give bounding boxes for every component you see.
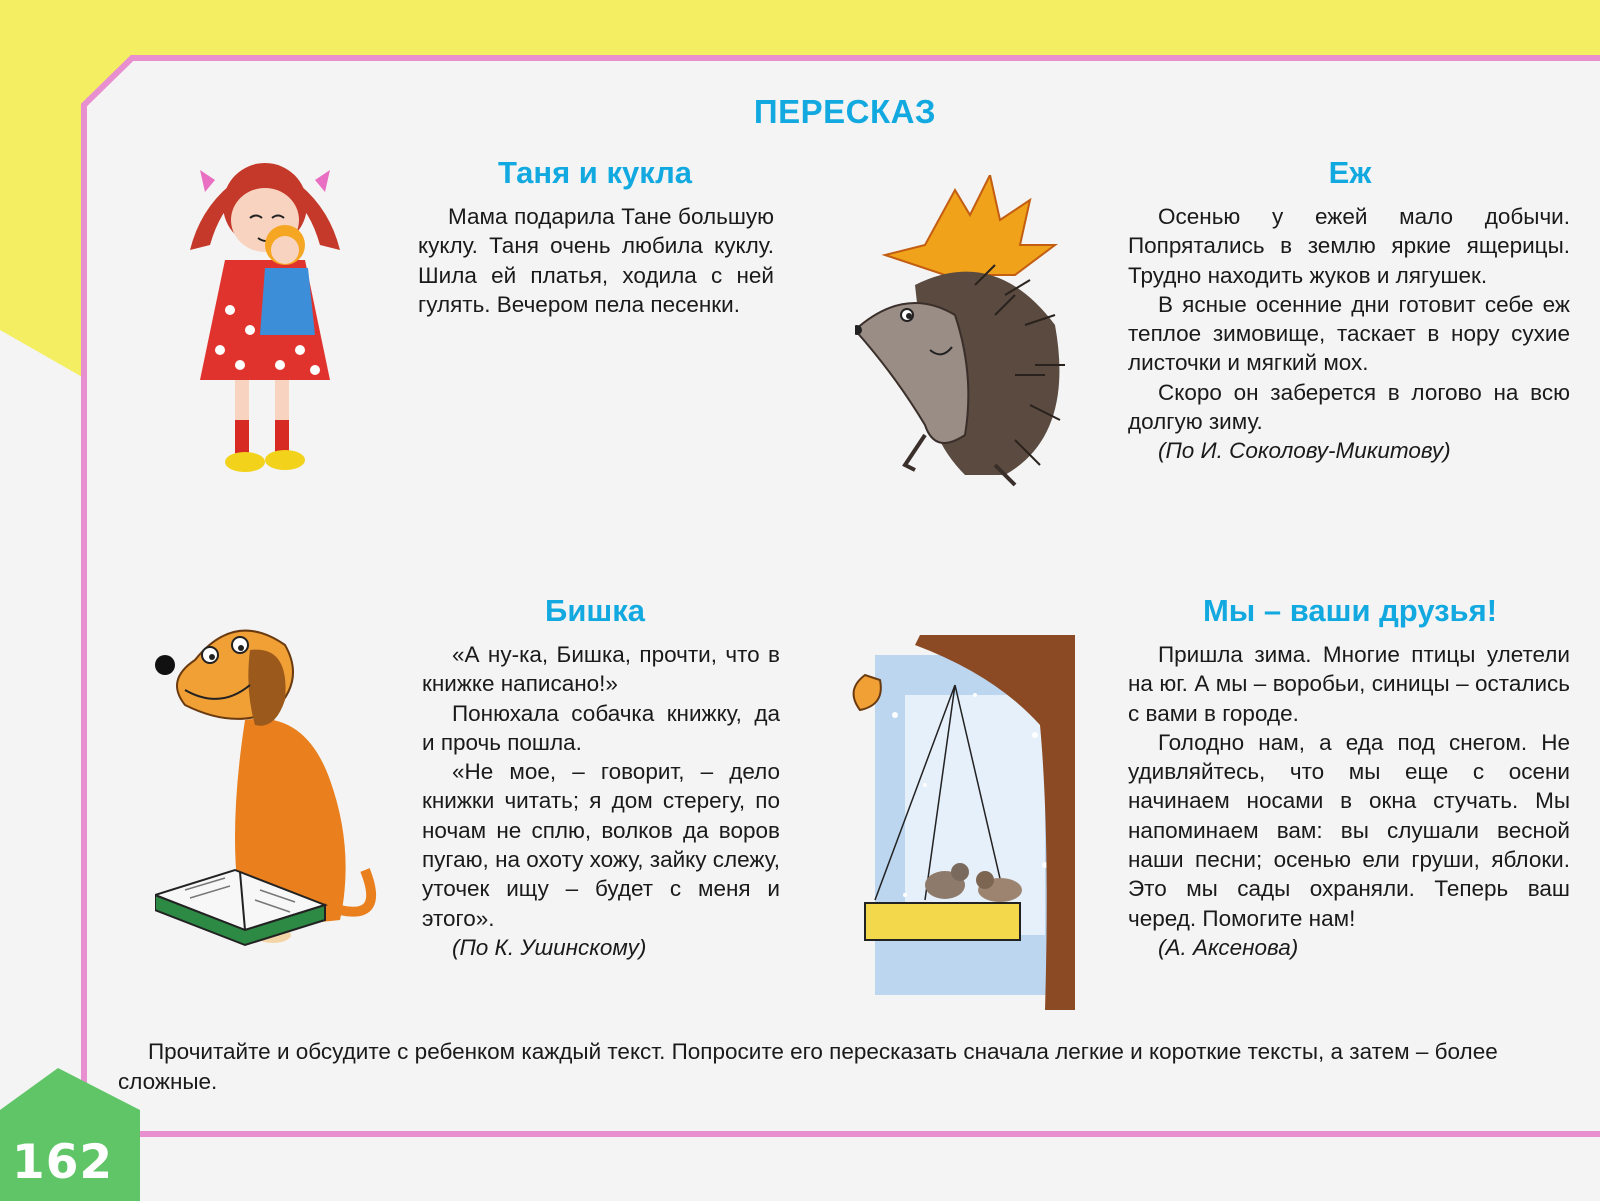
story-title-friends: Мы – ваши друзья! bbox=[1202, 593, 1498, 628]
dog-with-book-illustration bbox=[155, 620, 385, 980]
girl-with-doll-illustration bbox=[180, 150, 350, 490]
story-paragraph: «Не мое, – говорит, – дело книжки читать; я дом стерегу, по ночам не сплю, волков да воров пугаю, на охоту хожу, зайку слежу, уточек ищу – будет с меня и этого». bbox=[422, 759, 780, 931]
story-paragraph: Мама подарила Тане большую куклу. Таня очень любила куклу. Шила ей платья, ходила с ней гулять. Вечером пела песенки. bbox=[418, 204, 774, 317]
page-number: 162 bbox=[12, 1135, 114, 1190]
page-title: ПЕРЕСКАЗ bbox=[753, 93, 937, 130]
story-title-ezh: Еж bbox=[1328, 155, 1372, 190]
story-paragraph: Осенью у ежей мало добычи. Попрятались в землю яркие ящерицы. Трудно находить жуков и лягушек. bbox=[1128, 204, 1570, 288]
story-text-ezh bbox=[1128, 202, 1570, 466]
story-title-tanya: Таня и кукла bbox=[497, 155, 693, 190]
story-paragraph: Понюхала собачка книжку, да и прочь пошла. bbox=[422, 700, 780, 755]
story-paragraph: Голодно нам, а еда под снегом. Не удивляйтесь, что мы еще с осени начинаем носами в окна стучать. Мы напоминаем вам: вы слушали весной наши песни; осенью ели груши, яблоки. Это мы сады охраняли. Теперь ваш черед. Помогите нам! bbox=[1128, 729, 1570, 931]
story-paragraph: Скоро он заберется в логово на всю долгую зиму. bbox=[1128, 379, 1570, 435]
story-text-friends bbox=[1128, 640, 1570, 962]
story-text-tanya bbox=[418, 202, 774, 319]
story-attribution-friends: (А. Аксенова) bbox=[1158, 934, 1299, 960]
story-paragraph: «А ну-ка, Бишка, прочти, что в книжке написано!» bbox=[422, 642, 780, 697]
instruction-note bbox=[118, 1037, 1538, 1096]
story-paragraph: Пришла зима. Многие птицы улетели на юг. А мы – воробьи, синицы – остались с вами в городе. bbox=[1128, 642, 1570, 726]
story-paragraph: В ясные осенние дни готовит себе еж теплое зимовище, таскает в нору сухие листочки и мягкий мох. bbox=[1128, 291, 1570, 376]
hedgehog-with-leaf-illustration bbox=[855, 175, 1075, 505]
instruction-note-text: Прочитайте и обсудите с ребенком каждый текст. Попросите его пересказать сначала легкие и короткие тексты, а затем – более сложные. bbox=[118, 1039, 1498, 1094]
birds-at-feeder-illustration bbox=[845, 635, 1080, 1010]
story-text-bishka bbox=[422, 640, 780, 962]
story-attribution-ezh: (По И. Соколову-Микитову) bbox=[1158, 438, 1451, 464]
story-attribution-bishka: (По К. Ушинскому) bbox=[452, 934, 647, 960]
story-title-bishka: Бишка bbox=[545, 593, 645, 628]
